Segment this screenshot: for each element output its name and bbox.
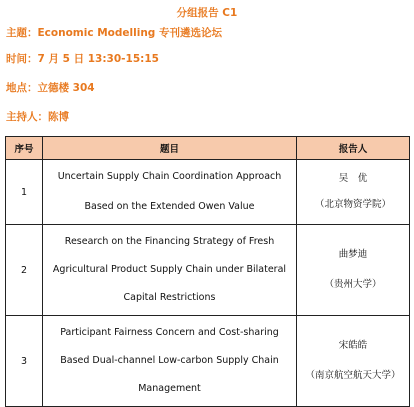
row-reporter bbox=[297, 225, 410, 316]
column-header-topic: 题目 bbox=[43, 137, 297, 160]
row-number: 3 bbox=[6, 316, 43, 407]
time-label: 时间： bbox=[6, 53, 38, 65]
row-number: 2 bbox=[6, 225, 43, 316]
row-reporter bbox=[297, 160, 410, 225]
reporter-name: 宋皓皓 bbox=[338, 340, 368, 351]
session-title: 分组报告 C1 bbox=[176, 7, 238, 19]
time-value: 7 月 5 日 13:30-15:15 bbox=[37, 53, 159, 65]
row-number: 1 bbox=[6, 160, 43, 225]
theme-line bbox=[6, 25, 222, 40]
row-topic bbox=[43, 225, 297, 316]
table-row bbox=[6, 225, 410, 316]
column-header-reporter: 报告人 bbox=[297, 137, 410, 160]
topic-line: Based Dual-channel Low-carbon Supply Chain bbox=[60, 355, 279, 366]
topic-line: Management bbox=[138, 383, 201, 394]
reporter-name: 吴 优 bbox=[338, 173, 368, 184]
reporter-affiliation: （贵州大学） bbox=[324, 279, 382, 290]
place-line bbox=[6, 80, 95, 95]
table-header-row bbox=[6, 137, 410, 160]
time-line bbox=[6, 51, 159, 66]
host-line bbox=[6, 109, 69, 124]
reporter-name: 曲梦迪 bbox=[338, 249, 368, 260]
theme-label: 主题： bbox=[6, 27, 38, 39]
row-topic bbox=[43, 160, 297, 225]
schedule-table bbox=[5, 136, 410, 407]
column-header-no: 序号 bbox=[6, 137, 43, 160]
row-topic bbox=[43, 316, 297, 407]
topic-line: Uncertain Supply Chain Coordination Approach bbox=[57, 171, 282, 182]
row-reporter bbox=[297, 316, 410, 407]
topic-line: Agricultural Product Supply Chain under Bilateral bbox=[52, 264, 287, 275]
place-value: 立德楼 304 bbox=[37, 82, 95, 94]
host-label: 主持人： bbox=[6, 111, 48, 123]
reporter-affiliation: （南京航空航天大学） bbox=[305, 370, 401, 381]
table-row bbox=[6, 316, 410, 407]
table-row bbox=[6, 160, 410, 225]
topic-line: Based on the Extended Owen Value bbox=[84, 201, 255, 212]
topic-line: Capital Restrictions bbox=[123, 292, 216, 303]
topic-line: Research on the Financing Strategy of Fresh bbox=[64, 236, 275, 247]
theme-value: Economic Modelling 专刊遴选论坛 bbox=[37, 27, 222, 39]
host-value: 陈博 bbox=[48, 111, 69, 123]
reporter-affiliation: （北京物资学院） bbox=[314, 199, 391, 210]
place-label: 地点： bbox=[6, 82, 38, 94]
topic-line: Participant Fairness Concern and Cost-sharing bbox=[60, 327, 279, 338]
